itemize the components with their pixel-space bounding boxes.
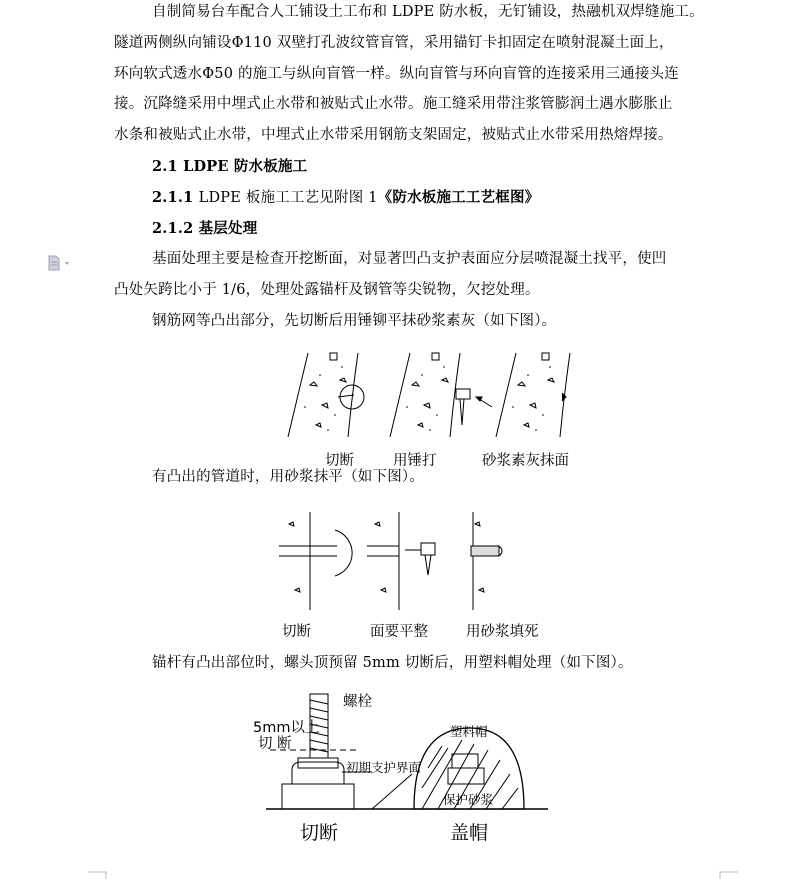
para-mesh: 钢筋网等凸出部分，先切断后用锤铆平抹砂浆素灰（如下图）。 <box>152 313 557 329</box>
heading-2-1-1: 2.1.1 LDPE 板施工工艺见附图 1《防水板施工工艺框图》 <box>152 189 540 206</box>
document-icon[interactable] <box>47 255 77 271</box>
body-line-4: 接。沉降缝采用中埋式止水带和被贴式止水带。施工缝采用带注浆管膨润土遇水膨胀止 <box>114 96 673 112</box>
body-line-1: 自制简易台车配合人工铺设土工布和 LDPE 防水板，无钉铺设，热融机双焊缝施工。 <box>152 4 704 20</box>
heading-2-1: 2.1 LDPE 防水板施工 <box>152 158 308 175</box>
figure-mesh-treatment <box>280 345 590 445</box>
fig2-caption-cut: 切断 <box>282 624 311 640</box>
fig3-label-interface: 初期支护界面 <box>346 760 422 775</box>
chevron-down-icon <box>65 262 69 265</box>
figure-pipe-treatment <box>275 510 515 614</box>
page-corner-mark-left <box>88 868 108 879</box>
fig3-label-bolt: 螺栓 <box>343 694 372 710</box>
fig2-caption-fill: 用砂浆填死 <box>466 624 539 640</box>
para-base-2: 凸处矢跨比小于 1/6，处理处露锚杆及钢管等尖锐物，欠挖处理。 <box>114 282 540 298</box>
fig3-label-cut: 切 断 <box>258 736 292 752</box>
fig2-caption-flat: 面要平整 <box>370 624 428 640</box>
fig3-caption-cut: 切断 <box>300 822 339 844</box>
figure-bolt-capping <box>262 688 552 813</box>
body-line-5: 水条和被贴式止水带，中埋式止水带采用钢筋支架固定，被贴式止水带采用热熔焊接。 <box>114 127 673 143</box>
heading-2-1-2: 2.1.2 基层处理 <box>152 220 258 237</box>
body-line-3: 环向软式透水Φ50 的施工与纵向盲管一样。纵向盲管与环向盲管的连接采用三通接头连 <box>114 66 679 82</box>
fig3-label-cap: 塑料帽 <box>450 724 488 739</box>
para-base-1: 基面处理主要是检查开挖断面，对显著凹凸支护表面应分层喷混凝土找平，使凹 <box>152 251 667 267</box>
fig1-caption-cut: 切断 <box>325 453 354 469</box>
fig1-caption-hammer: 用锤打 <box>393 453 437 469</box>
page-corner-mark-right <box>718 868 738 879</box>
body-line-2: 隧道两侧纵向铺设Φ110 双壁打孔波纹管盲管，采用锚钉卡扣固定在喷射混凝土面上， <box>114 35 674 51</box>
fig3-label-5mm: 5mm以上 <box>253 720 320 736</box>
fig3-label-mortar: 保护砂浆 <box>443 792 494 807</box>
fig1-caption-mortar: 砂浆素灰抹面 <box>482 453 569 469</box>
fig3-caption-cap: 盖帽 <box>450 822 489 844</box>
para-bolt: 锚杆有凸出部位时，螺头顶预留 5mm 切断后，用塑料帽处理（如下图）。 <box>152 655 633 671</box>
para-pipe: 有凸出的管道时，用砂浆抹平（如下图）。 <box>152 469 425 485</box>
